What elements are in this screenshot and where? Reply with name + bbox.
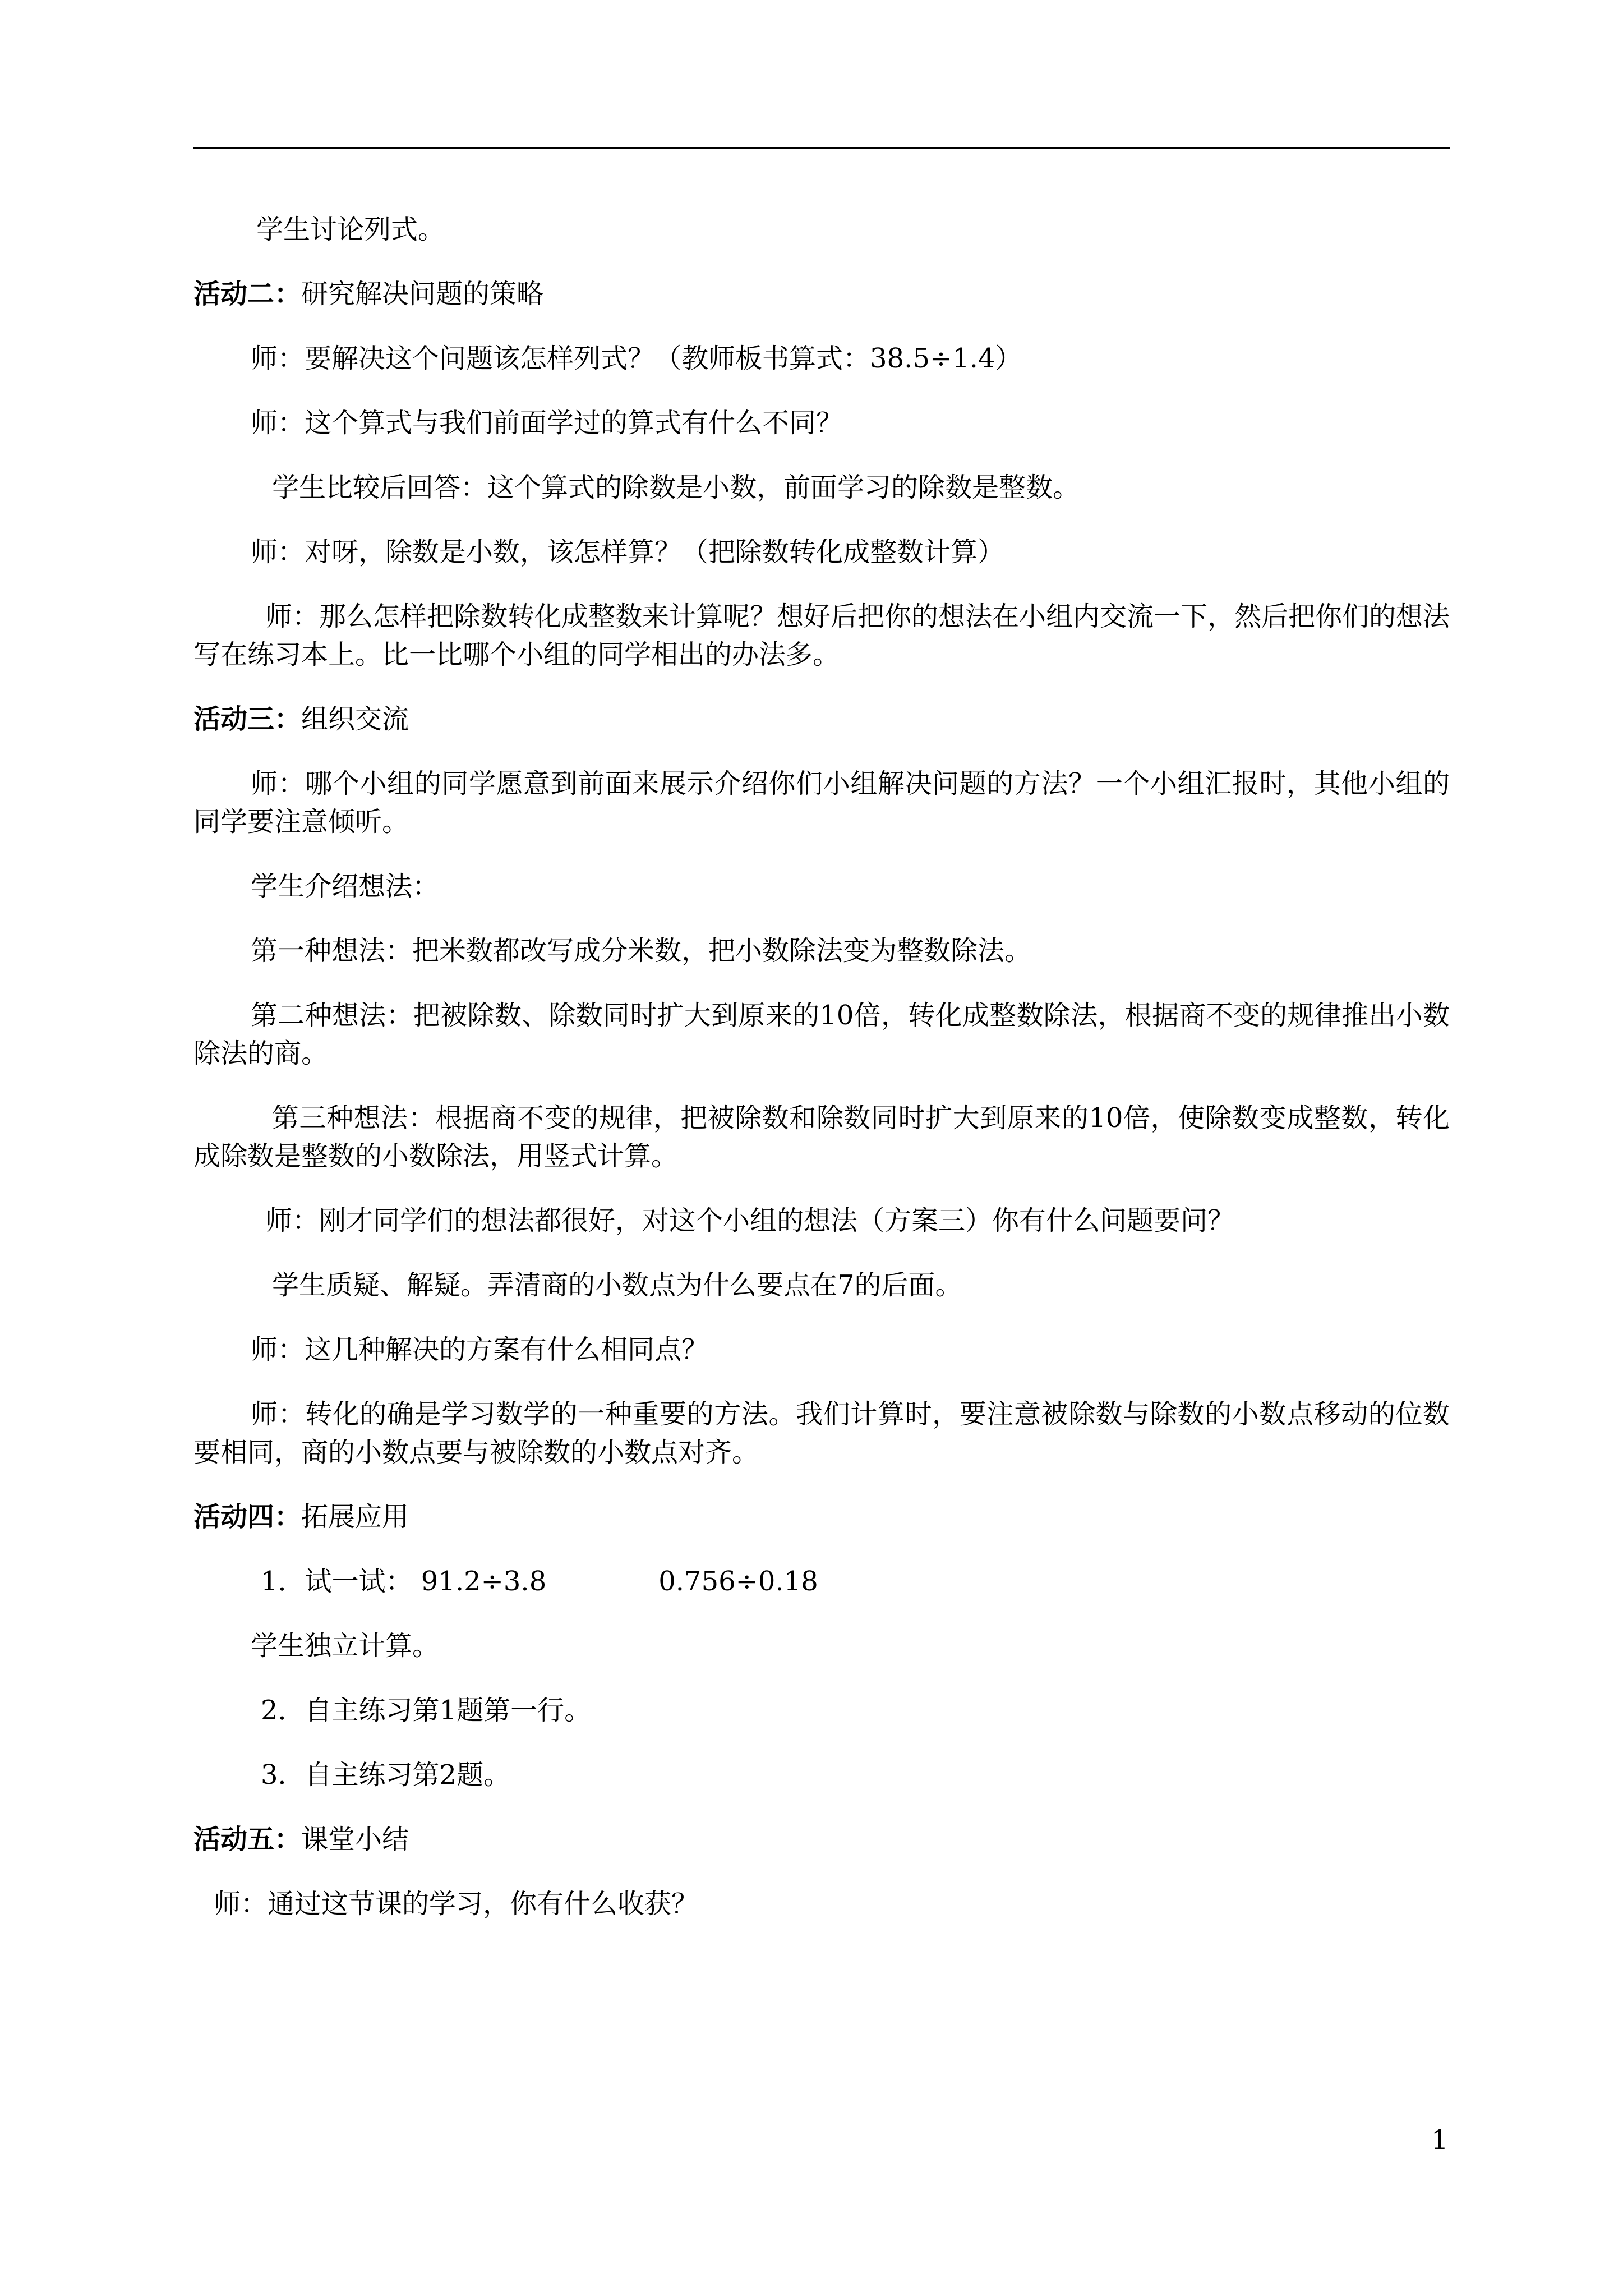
paragraph: 学生质疑、解疑。弄清商的小数点为什么要点在7的后面。: [272, 1269, 962, 1301]
exercise-item: 1．试一试： 91.2÷3.8: [261, 1566, 547, 1597]
heading-text: 拓展应用: [301, 1501, 409, 1533]
paragraph: 学生比较后回答：这个算式的除数是小数，前面学习的除数是整数。: [272, 472, 1080, 503]
document-body: [193, 210, 1450, 1949]
paragraph: 师：通过这节课的学习，你有什么收获？: [214, 1888, 699, 1920]
exercise-item: 0.756÷0.18: [658, 1566, 818, 1597]
paragraph: 师：那么怎样把除数转化成整数来计算呢？想好后把你的想法在小组内交流一下，然后把你们的想法写在练习本上。比一比哪个小组的同学相出的办法多。: [193, 601, 1450, 670]
heading-text: 组织交流: [301, 703, 409, 735]
paragraph: 师：对呀，除数是小数，该怎样算？（把除数转化成整数计算）: [251, 536, 1005, 568]
paragraph: 3．自主练习第2题。: [261, 1759, 511, 1791]
heading-label: 活动二：: [193, 278, 302, 310]
paragraph: 第三种想法：根据商不变的规律，把被除数和除数同时扩大到原来的10倍，使除数变成整数，转化成除数是整数的小数除法，用竖式计算。: [193, 1102, 1450, 1172]
paragraph: 学生讨论列式。: [256, 214, 445, 245]
section-heading: [193, 1498, 1450, 1536]
heading-text: 课堂小结: [301, 1824, 409, 1855]
heading-label: 活动四：: [193, 1501, 302, 1533]
paragraph: 师：这个算式与我们前面学过的算式有什么不同？: [251, 407, 843, 439]
heading-text: 研究解决问题的策略: [301, 278, 544, 310]
section-heading: [193, 1820, 1450, 1858]
paragraph: 师：要解决这个问题该怎样列式？（教师板书算式：38.5÷1.4）: [251, 343, 1022, 374]
header-rule: [193, 147, 1450, 149]
paragraph: 第一种想法：把米数都改写成分米数，把小数除法变为整数除法。: [251, 935, 1032, 967]
paragraph: 学生介绍想法：: [251, 871, 440, 902]
paragraph: 师：哪个小组的同学愿意到前面来展示介绍你们小组解决问题的方法？一个小组汇报时，其他小组的同学要注意倾听。: [193, 768, 1450, 838]
paragraph: 学生独立计算。: [251, 1630, 440, 1662]
paragraph: 第二种想法：把被除数、除数同时扩大到原来的10倍，转化成整数除法，根据商不变的规律推出小数除法的商。: [193, 1000, 1450, 1069]
section-heading: [193, 700, 1450, 738]
paragraph: 师：转化的确是学习数学的一种重要的方法。我们计算时，要注意被除数与除数的小数点移动的位数要相同，商的小数点要与被除数的小数点对齐。: [193, 1398, 1450, 1468]
paragraph: 2．自主练习第1题第一行。: [261, 1695, 592, 1726]
heading-label: 活动五：: [193, 1824, 302, 1855]
paragraph: 师：这几种解决的方案有什么相同点？: [251, 1334, 709, 1365]
paragraph: [193, 1562, 1450, 1600]
section-heading: [193, 275, 1450, 313]
heading-label: 活动三：: [193, 703, 302, 735]
page-number: 1: [1431, 2124, 1449, 2156]
paragraph: 师：刚才同学们的想法都很好，对这个小组的想法（方案三）你有什么问题要问？: [265, 1205, 1235, 1236]
